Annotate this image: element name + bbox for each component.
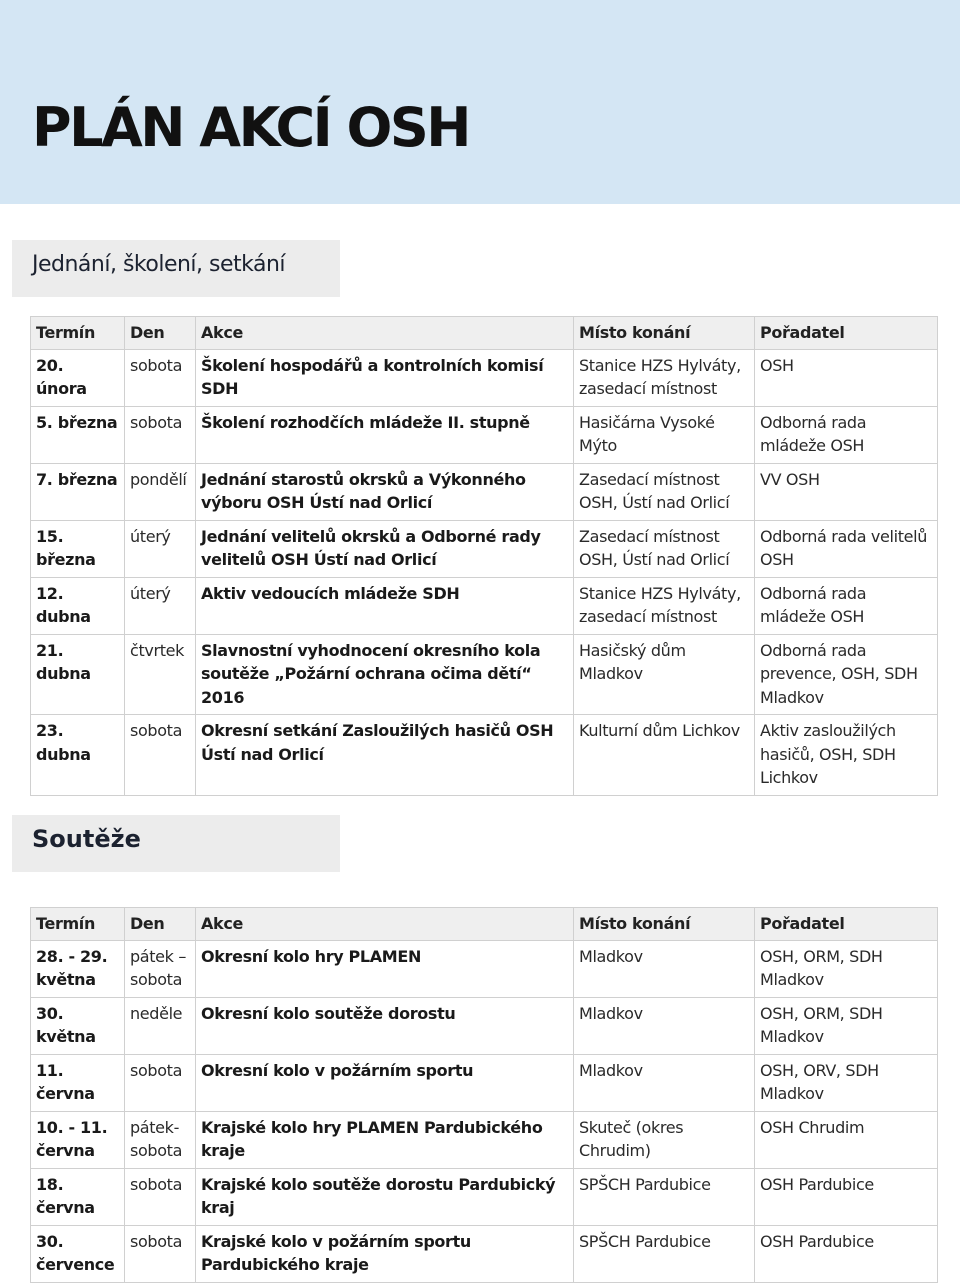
- cell-termin: 30. května: [31, 997, 125, 1054]
- column-header-poradatel: Pořadatel: [755, 317, 938, 350]
- cell-akce: Okresní kolo hry PLAMEN: [196, 940, 574, 997]
- column-header-termin: Termín: [31, 908, 125, 941]
- table-row: [31, 715, 938, 796]
- cell-den: pátek-sobota: [125, 1111, 196, 1168]
- cell-den: sobota: [125, 1225, 196, 1282]
- cell-akce: Slavnostní vyhodnocení okresního kola soutěže „Požární ochrana očima dětí“ 2016: [196, 634, 574, 715]
- cell-poradatel: Aktiv zasloužilých hasičů, OSH, SDH Lichkov: [755, 715, 938, 796]
- cell-akce: Okresní setkání Zasloužilých hasičů OSH Ústí nad Orlicí: [196, 715, 574, 796]
- cell-termin: 28. - 29. května: [31, 940, 125, 997]
- section-heading-text: Soutěže: [32, 825, 141, 853]
- cell-termin: 23. dubna: [31, 715, 125, 796]
- cell-misto: Mladkov: [574, 1054, 755, 1111]
- cell-den: čtvrtek: [125, 634, 196, 715]
- cell-akce: Okresní kolo v požárním sportu: [196, 1054, 574, 1111]
- cell-misto: Stanice HZS Hylváty, zasedací místnost: [574, 349, 755, 406]
- column-header-misto: Místo konání: [574, 317, 755, 350]
- cell-poradatel: Odborná rada velitelů OSH: [755, 520, 938, 577]
- table-row: [31, 349, 938, 406]
- cell-den: úterý: [125, 520, 196, 577]
- table-row: [31, 997, 938, 1054]
- column-header-termin: Termín: [31, 317, 125, 350]
- competitions-table: [30, 907, 938, 1283]
- cell-den: sobota: [125, 715, 196, 796]
- cell-misto: Mladkov: [574, 997, 755, 1054]
- cell-akce: Jednání velitelů okrsků a Odborné rady velitelů OSH Ústí nad Orlicí: [196, 520, 574, 577]
- cell-akce: Jednání starostů okrsků a Výkonného výboru OSH Ústí nad Orlicí: [196, 463, 574, 520]
- cell-misto: SPŠCH Pardubice: [574, 1225, 755, 1282]
- cell-den: pondělí: [125, 463, 196, 520]
- table-row: [31, 634, 938, 715]
- section-heading-competitions: [12, 815, 340, 872]
- cell-akce: Krajské kolo v požárním sportu Pardubického kraje: [196, 1225, 574, 1282]
- cell-poradatel: OSH Pardubice: [755, 1168, 938, 1225]
- cell-termin: 15. března: [31, 520, 125, 577]
- cell-akce: Krajské kolo hry PLAMEN Pardubického kraje: [196, 1111, 574, 1168]
- section-heading-text: Jednání, školení, setkání: [32, 252, 286, 277]
- table-row: [31, 577, 938, 634]
- table-row: [31, 520, 938, 577]
- cell-akce: Školení rozhodčích mládeže II. stupně: [196, 406, 574, 463]
- column-header-akce: Akce: [196, 317, 574, 350]
- page-title: PLÁN AKCÍ OSH: [32, 96, 469, 159]
- cell-akce: Aktiv vedoucích mládeže SDH: [196, 577, 574, 634]
- cell-akce: Krajské kolo soutěže dorostu Pardubický kraj: [196, 1168, 574, 1225]
- section-heading-meetings: [12, 240, 340, 297]
- cell-akce: Školení hospodářů a kontrolních komisí SDH: [196, 349, 574, 406]
- cell-poradatel: VV OSH: [755, 463, 938, 520]
- cell-misto: SPŠCH Pardubice: [574, 1168, 755, 1225]
- cell-poradatel: Odborná rada mládeže OSH: [755, 406, 938, 463]
- cell-termin: 11. června: [31, 1054, 125, 1111]
- column-header-akce: Akce: [196, 908, 574, 941]
- cell-termin: 20. února: [31, 349, 125, 406]
- table-row: [31, 1168, 938, 1225]
- table-row: [31, 1111, 938, 1168]
- table-row: [31, 463, 938, 520]
- cell-den: neděle: [125, 997, 196, 1054]
- cell-poradatel: OSH: [755, 349, 938, 406]
- table-row: [31, 1225, 938, 1282]
- table-header-row: [31, 908, 938, 941]
- cell-misto: Hasičský dům Mladkov: [574, 634, 755, 715]
- table-row: [31, 940, 938, 997]
- cell-poradatel: Odborná rada mládeže OSH: [755, 577, 938, 634]
- cell-termin: 12. dubna: [31, 577, 125, 634]
- cell-poradatel: OSH Chrudim: [755, 1111, 938, 1168]
- cell-den: sobota: [125, 1054, 196, 1111]
- cell-den: sobota: [125, 1168, 196, 1225]
- column-header-misto: Místo konání: [574, 908, 755, 941]
- cell-misto: Stanice HZS Hylváty, zasedací místnost: [574, 577, 755, 634]
- cell-termin: 5. března: [31, 406, 125, 463]
- cell-poradatel: OSH, ORM, SDH Mladkov: [755, 940, 938, 997]
- cell-den: pátek – sobota: [125, 940, 196, 997]
- cell-poradatel: Odborná rada prevence, OSH, SDH Mladkov: [755, 634, 938, 715]
- cell-misto: Zasedací místnost OSH, Ústí nad Orlicí: [574, 520, 755, 577]
- column-header-den: Den: [125, 908, 196, 941]
- cell-den: sobota: [125, 406, 196, 463]
- cell-termin: 30. července: [31, 1225, 125, 1282]
- table-row: [31, 1054, 938, 1111]
- cell-termin: 18. června: [31, 1168, 125, 1225]
- cell-poradatel: OSH, ORV, SDH Mladkov: [755, 1054, 938, 1111]
- cell-den: sobota: [125, 349, 196, 406]
- cell-misto: Skuteč (okres Chrudim): [574, 1111, 755, 1168]
- table-row: [31, 406, 938, 463]
- cell-poradatel: OSH, ORM, SDH Mladkov: [755, 997, 938, 1054]
- table-header-row: [31, 317, 938, 350]
- cell-termin: 7. března: [31, 463, 125, 520]
- column-header-poradatel: Pořadatel: [755, 908, 938, 941]
- cell-termin: 21. dubna: [31, 634, 125, 715]
- column-header-den: Den: [125, 317, 196, 350]
- cell-misto: Zasedací místnost OSH, Ústí nad Orlicí: [574, 463, 755, 520]
- cell-termin: 10. - 11. června: [31, 1111, 125, 1168]
- cell-misto: Kulturní dům Lichkov: [574, 715, 755, 796]
- cell-poradatel: OSH Pardubice: [755, 1225, 938, 1282]
- cell-misto: Mladkov: [574, 940, 755, 997]
- cell-den: úterý: [125, 577, 196, 634]
- cell-misto: Hasičárna Vysoké Mýto: [574, 406, 755, 463]
- meetings-table: [30, 316, 938, 796]
- title-banner: [0, 0, 960, 204]
- cell-akce: Okresní kolo soutěže dorostu: [196, 997, 574, 1054]
